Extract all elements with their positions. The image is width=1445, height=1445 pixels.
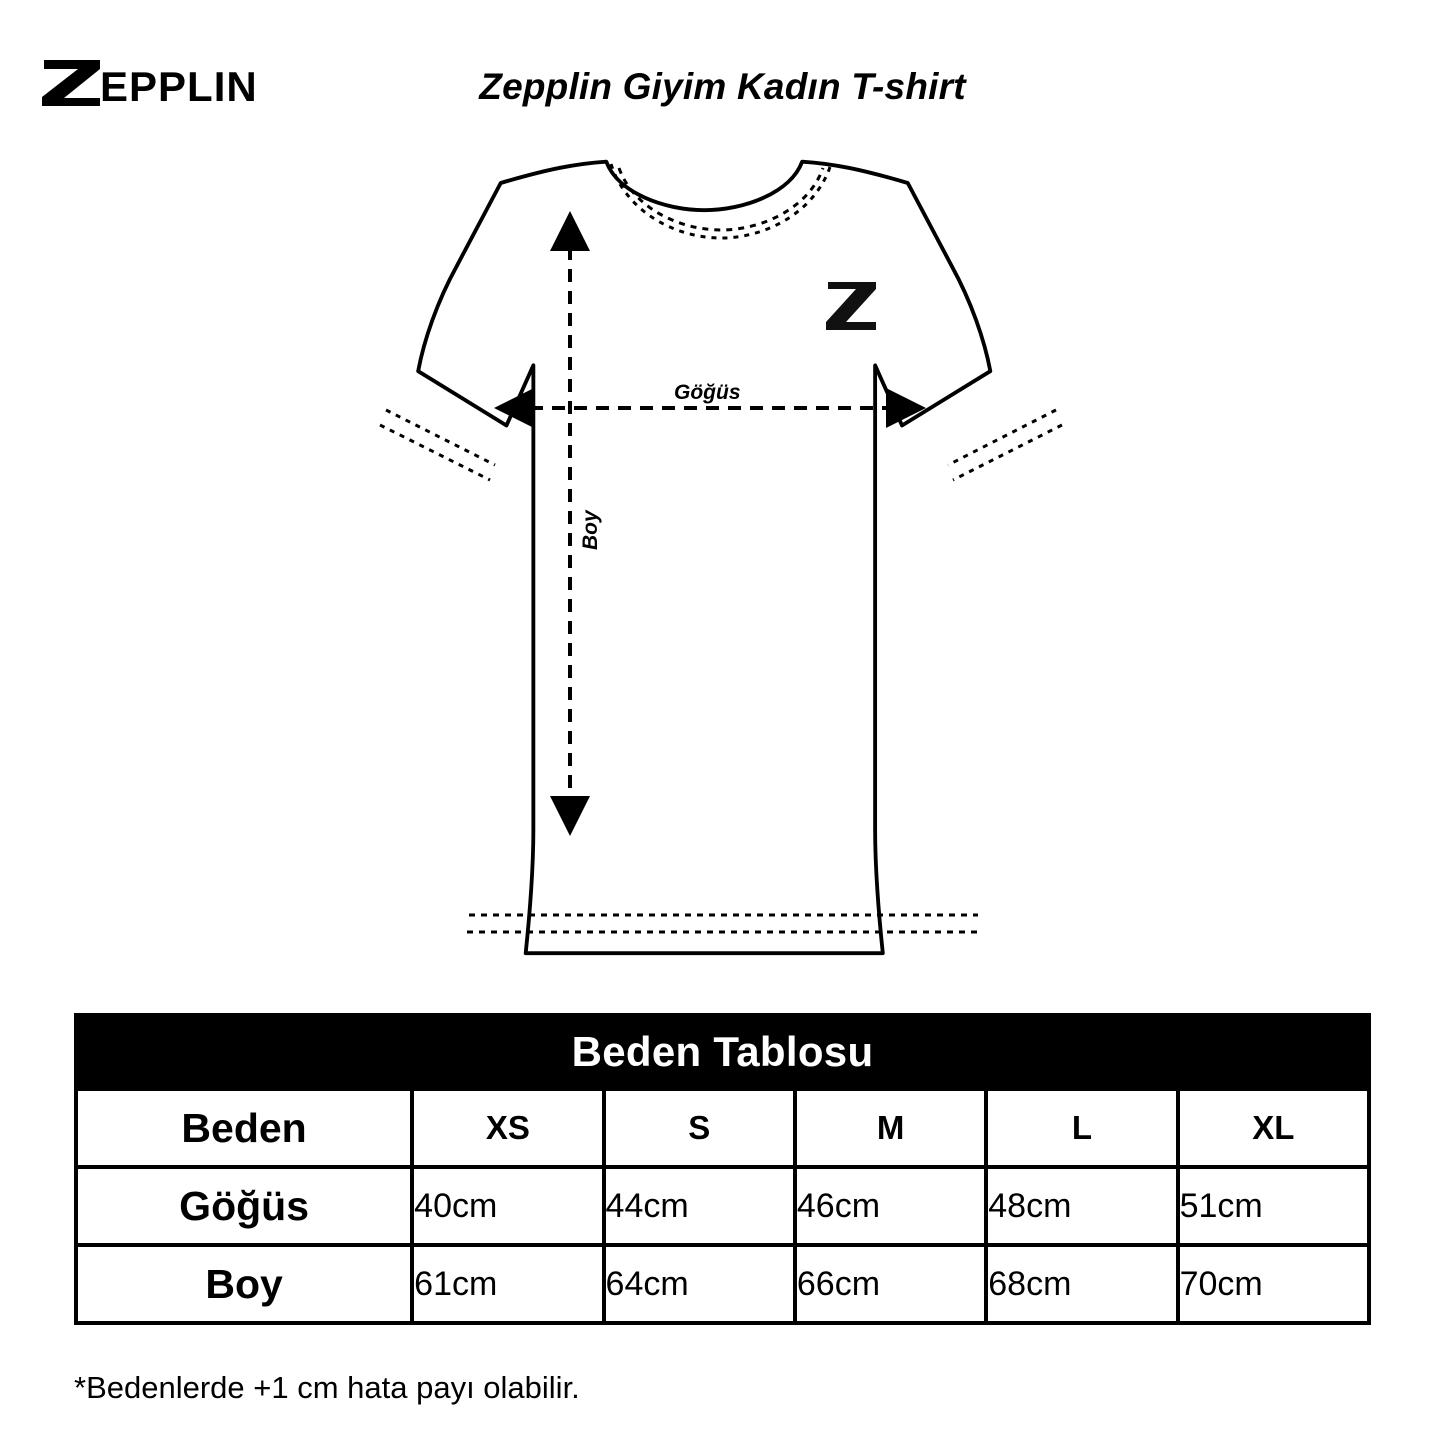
- header-cell-m: M: [795, 1089, 986, 1167]
- cell-boy-xs: 61cm: [412, 1245, 603, 1323]
- cell-gogus-s: 44cm: [604, 1167, 795, 1245]
- header-cell-xs: XS: [412, 1089, 603, 1167]
- table-row: [76, 1167, 1369, 1245]
- tshirt-illustration: [330, 120, 1120, 990]
- cell-gogus-xs: 40cm: [412, 1167, 603, 1245]
- size-table-block: [74, 1013, 1371, 1325]
- length-dimension-label: Boy: [579, 510, 602, 550]
- header-cell-beden: Beden: [76, 1089, 412, 1167]
- page-title: [0, 66, 1445, 108]
- table-header-row: [76, 1089, 1369, 1167]
- cell-boy-m: 66cm: [795, 1245, 986, 1323]
- cell-boy-l: 68cm: [986, 1245, 1177, 1323]
- svg-text:EPPLIN: EPPLIN: [100, 63, 258, 110]
- chest-dimension-label: Göğüs: [674, 381, 741, 404]
- table-title: Beden Tablosu: [76, 1015, 1369, 1089]
- table-title-row: [76, 1015, 1369, 1089]
- cell-gogus-m: 46cm: [795, 1167, 986, 1245]
- header-cell-xl: XL: [1178, 1089, 1369, 1167]
- header-cell-s: S: [604, 1089, 795, 1167]
- page-title-product: Kadın T-shirt: [737, 66, 966, 107]
- size-table: [74, 1013, 1371, 1325]
- cell-gogus-l: 48cm: [986, 1167, 1177, 1245]
- row-label-boy: Boy: [76, 1245, 412, 1323]
- header-cell-l: L: [986, 1089, 1177, 1167]
- cell-boy-xl: 70cm: [1178, 1245, 1369, 1323]
- footnote: *Bedenlerde +1 cm hata payı olabilir.: [74, 1370, 580, 1405]
- cell-boy-s: 64cm: [604, 1245, 795, 1323]
- page-title-brand: Zepplin Giyim: [479, 66, 727, 107]
- table-row: [76, 1245, 1369, 1323]
- cell-gogus-xl: 51cm: [1178, 1167, 1369, 1245]
- row-label-gogus: Göğüs: [76, 1167, 412, 1245]
